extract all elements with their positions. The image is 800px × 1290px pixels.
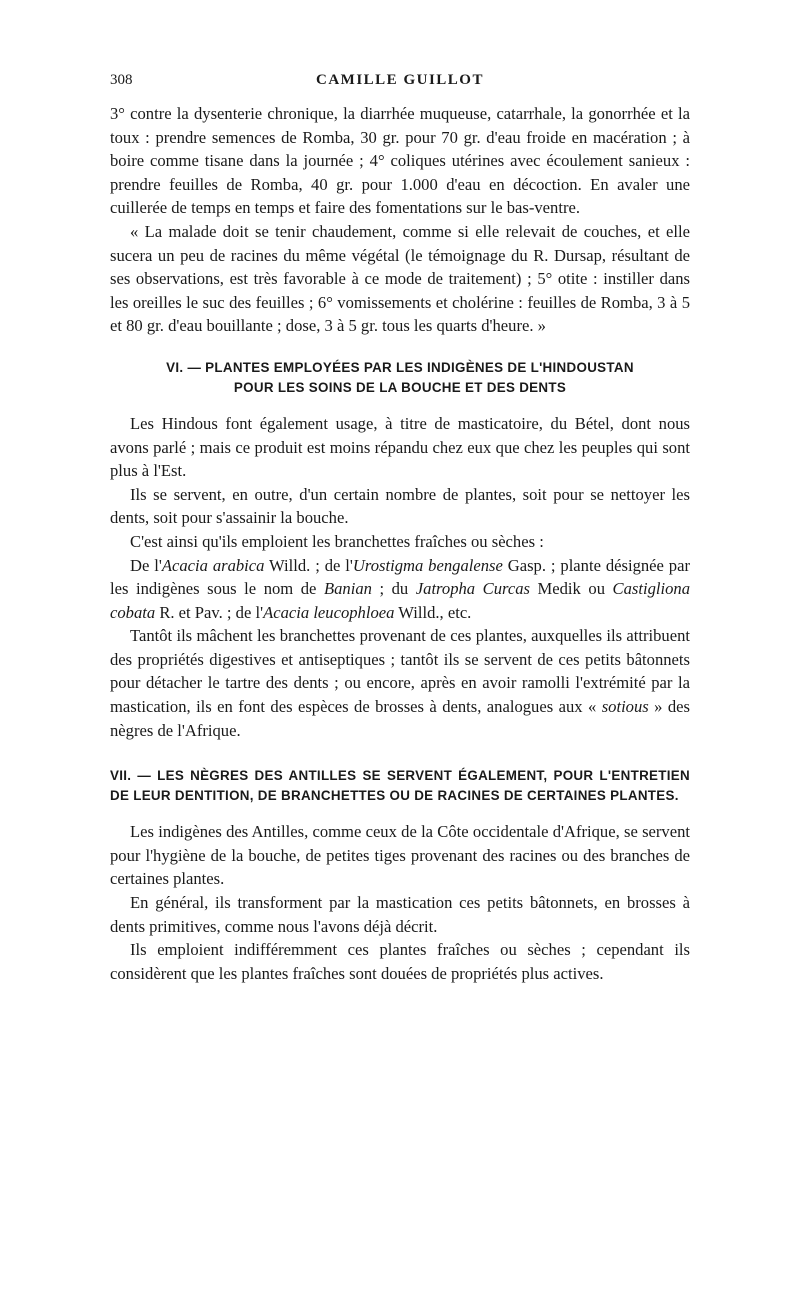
italic-term: sotious bbox=[601, 697, 649, 717]
section-vi-paragraph-4 bbox=[110, 554, 690, 625]
text-run: Tantôt ils mâchent les branchettes provenant de ces plantes, auxquelles ils attribuent des propriétés digestives et antiseptiques ; tantôt ils se servent de ces petits bâtonnets pour détacher le tartre des dents ; ou encore, après en avoir ramolli l'extrémité par la mastication, ils en font des espèces de brosses à dents, analogues aux « bbox=[110, 626, 690, 717]
page-header bbox=[110, 72, 690, 92]
text-run: De l' bbox=[130, 555, 162, 575]
text-run: Medik ou bbox=[529, 579, 613, 599]
paragraph-remedies: 3° contre la dysenterie chronique, la diarrhée muqueuse, catarrhale, la gonorrhée et la toux : prendre semences de Romba, 30 gr. pour 70 gr. d'eau froide en macération ; à boire comme tisane dans la journée ; 4° coliques utérines avec écoulement sanieux : prendre feuilles de Romba, 40 gr. pour 1.000 d'eau en décoction. En avaler une cuillerée de temps en temps et faire des fomentations sur le bas-ventre. bbox=[110, 104, 690, 218]
section-vii-paragraph-2: En général, ils transforment par la mastication ces petits bâtonnets, en brosses à dents primitives, comme nous l'avons déjà décrit. bbox=[110, 893, 690, 936]
species-name: Jatropha Curcas bbox=[415, 579, 530, 599]
section-vi-title-line2: POUR LES SOINS DE LA BOUCHE ET DES DENTS bbox=[233, 379, 567, 395]
text-run: Willd., etc. bbox=[394, 602, 472, 622]
section-vii-paragraph-3: Ils emploient indifféremment ces plantes fraîches ou sèches ; cependant ils considèrent que les plantes fraîches sont douées de propriétés plus actives. bbox=[110, 940, 690, 983]
species-name: Urostigma bengalense bbox=[352, 555, 503, 575]
paragraph-quote: « La malade doit se tenir chaudement, comme si elle relevait de couches, et elle sucera un peu de racines du même végétal (le témoignage du R. Dursap, résultant de ses observations, est très favorable à ce mode de traitement) ; 5° otite : instiller dans les oreilles le suc des feuilles ; 6° vomissements et cholérine : feuilles de Romba, 3 à 5 et 80 gr. d'eau bouillante ; dose, 3 à 5 gr. tous les quarts d'heure. » bbox=[110, 221, 690, 336]
species-name: Acacia arabica bbox=[161, 555, 265, 575]
species-name: Acacia leucophloea bbox=[263, 602, 395, 622]
text-run: Willd. ; de l' bbox=[264, 555, 353, 575]
text-run: » des nègres de l'Afrique. bbox=[110, 697, 690, 740]
species-name: Castigliona cobata bbox=[110, 579, 690, 622]
section-vi-paragraph-3: C'est ainsi qu'ils emploient les branchettes fraîches ou sèches : bbox=[130, 531, 544, 551]
species-name: Banian bbox=[323, 579, 372, 599]
page-number: 308 bbox=[110, 72, 133, 88]
section-vi-paragraph-2: Ils se servent, en outre, d'un certain nombre de plantes, soit pour se nettoyer les dents, soit pour s'assainir la bouche. bbox=[110, 484, 690, 528]
body-text bbox=[110, 102, 690, 985]
running-title: CAMILLE GUILLOT bbox=[316, 72, 484, 88]
text-run: Gasp. ; plante désignée par les indigènes sous le nom de bbox=[110, 555, 690, 599]
text-run: ; du bbox=[371, 579, 416, 599]
section-vi-title bbox=[110, 358, 690, 398]
section-vi-paragraph-5 bbox=[110, 624, 690, 742]
section-vii-paragraph-1: Les indigènes des Antilles, comme ceux de la Côte occidentale d'Afrique, se servent pour l'hygiène de la bouche, de petites tiges provenant des racines ou des branches de certaines plantes. bbox=[110, 822, 690, 889]
section-vii-title: VII. — LES NÈGRES DES ANTILLES SE SERVENT ÉGALEMENT, POUR L'ENTRETIEN DE LEUR DENTITION, DE BRANCHETTES OU DE RACINES DE CERTAINES PLANTES. bbox=[110, 768, 690, 804]
section-vi-title-line1: VI. — PLANTES EMPLOYÉES PAR LES INDIGÈNES DE L'HINDOUSTAN bbox=[166, 359, 634, 375]
text-run: R. et Pav. ; de l' bbox=[155, 602, 264, 622]
section-vi-paragraph-1: Les Hindous font également usage, à titre de masticatoire, du Bétel, dont nous avons parlé ; mais ce produit est moins répandu chez eux que chez les peuples qui sont plus à l'Est. bbox=[110, 413, 690, 481]
